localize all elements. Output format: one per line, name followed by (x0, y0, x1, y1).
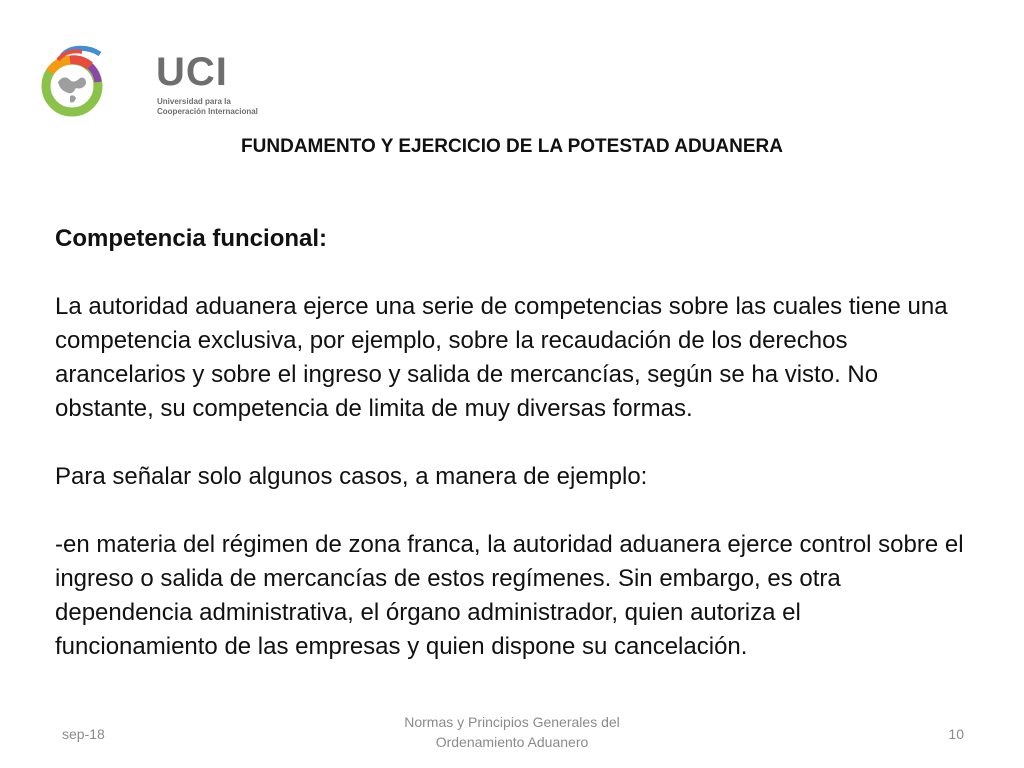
paragraph-1: La autoridad aduanera ejerce una serie de competencias sobre las cuales tiene una competencia exclusiva, por ejemplo, sobre la recaudación de los derechos arancelarios y sobre el ingreso y salida de mercancías, según se ha visto. No obstante, su competencia de limita de muy diversas formas. (55, 293, 948, 422)
globe-ring-icon (40, 42, 110, 126)
paragraph-2: Para señalar solo algunos casos, a manera de ejemplo: (55, 463, 648, 490)
section-heading: Competencia funcional: (55, 225, 328, 252)
page-number: 10 (948, 726, 964, 742)
logo-wordmark: UCI (156, 50, 228, 94)
uci-logo (40, 42, 258, 126)
slide-title: FUNDAMENTO Y EJERCICIO DE LA POTESTAD ADUANERA (241, 136, 783, 157)
footer-title (362, 712, 662, 752)
footer-date: sep-18 (62, 726, 105, 742)
footer-title-line-2: Ordenamiento Aduanero (435, 734, 589, 750)
footer-title-line-1: Normas y Principios Generales del (404, 714, 620, 730)
paragraph-3: -en materia del régimen de zona franca, la autoridad aduanera ejerce control sobre el ingreso o salida de mercancías de estos regímenes. Sin embargo, es otra dependencia administrativa, el órgano administrador, quien autoriza el funcionamiento de las empresas y quien dispone su cancelación. (55, 531, 964, 660)
logo-subtitle: Universidad para la Cooperación Internacional (157, 97, 258, 116)
slide-body (55, 222, 965, 698)
